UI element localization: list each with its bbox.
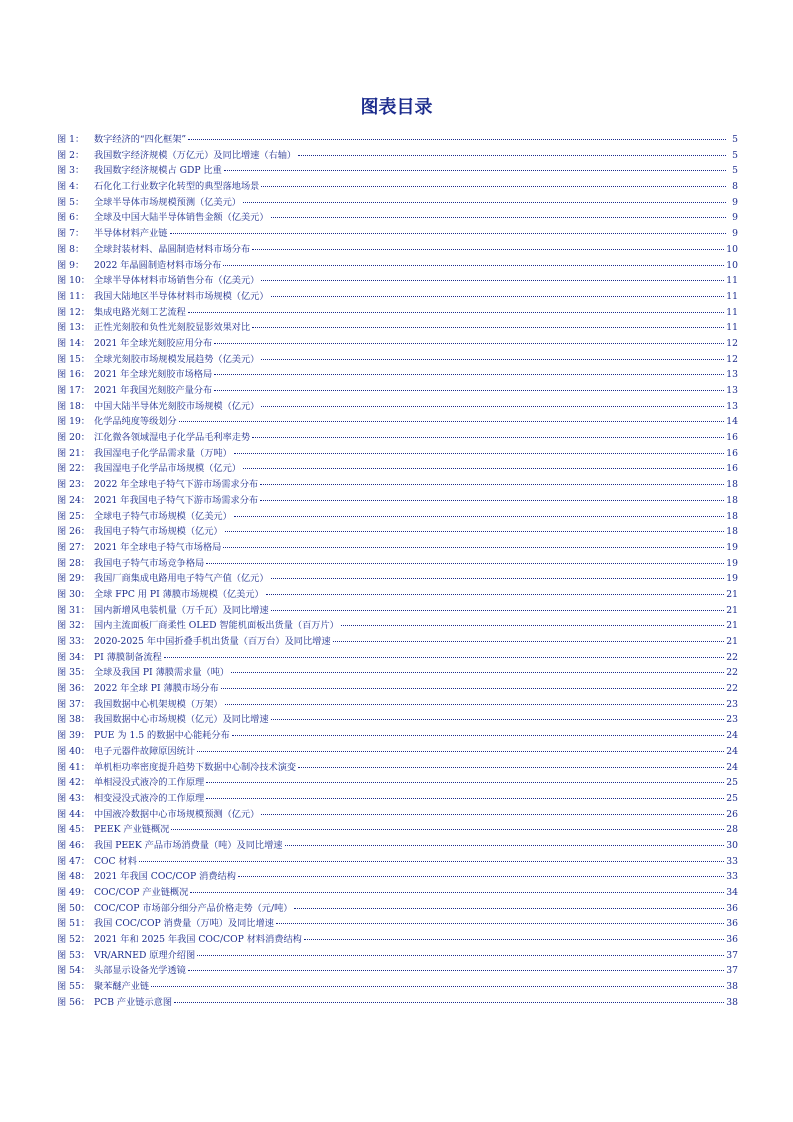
toc-leader-dots	[333, 640, 725, 642]
toc-entry-number: 图 30：	[57, 588, 90, 600]
toc-entry-number: 图 37：	[57, 698, 90, 710]
toc-entry-page: 11	[726, 306, 738, 318]
toc-entry-number: 图 6：	[57, 212, 85, 224]
toc-entry[interactable]	[57, 869, 738, 885]
toc-entry-page: 19	[726, 557, 738, 569]
toc-leader-dots	[214, 389, 724, 391]
toc-entry-page: 26	[726, 808, 738, 820]
toc-entry[interactable]	[57, 650, 738, 666]
toc-entry-number: 图 24：	[57, 494, 90, 506]
toc-entry-page: 36	[726, 934, 738, 946]
toc-entry-page: 25	[726, 792, 738, 804]
toc-leader-dots	[223, 546, 724, 548]
toc-leader-dots	[188, 311, 724, 313]
toc-entry-title[interactable]: 2021 年我国电子特气下游市场需求分布	[94, 494, 259, 506]
toc-leader-dots	[261, 405, 724, 407]
toc-entry[interactable]	[57, 744, 738, 760]
toc-entry[interactable]	[57, 210, 738, 226]
toc-entry-title[interactable]: COC/COP 产业链概况	[94, 887, 189, 898]
page-title: 图表目录	[360, 97, 433, 118]
toc-leader-dots	[298, 154, 726, 156]
toc-entry-number: 图 13：	[57, 322, 90, 334]
toc-entry-page: 21	[726, 620, 738, 632]
toc-entry[interactable]	[57, 618, 738, 634]
toc-entry[interactable]	[57, 414, 738, 430]
toc-entry-number: 图 2：	[57, 149, 85, 161]
toc-entry-title[interactable]: 单相浸没式液冷的工作原理	[94, 777, 205, 789]
toc-entry-page: 9	[732, 196, 738, 208]
toc-entry-page: 38	[726, 996, 738, 1008]
toc-entry-title[interactable]: 石化化工行业数字化转型的典型落地场景	[94, 181, 260, 193]
toc-entry-number: 图 34：	[57, 651, 90, 663]
toc-entry[interactable]	[57, 179, 738, 195]
toc-entry-number: 图 46：	[57, 839, 90, 851]
toc-leader-dots	[243, 201, 726, 203]
toc-entry[interactable]	[57, 760, 738, 776]
toc-entry[interactable]	[57, 242, 738, 258]
toc-entry-title[interactable]: 国内新增风电装机量（万千瓦）及同比增速	[94, 604, 269, 616]
toc-leader-dots	[190, 891, 724, 893]
figure-toc-list	[57, 132, 738, 1011]
toc-entry-page: 13	[726, 400, 738, 412]
toc-entry[interactable]	[57, 901, 738, 917]
toc-entry[interactable]	[57, 838, 738, 854]
toc-entry-page: 10	[726, 243, 738, 255]
toc-entry-number: 图 56：	[57, 996, 90, 1008]
toc-entry-page: 24	[726, 745, 738, 757]
toc-entry[interactable]	[57, 524, 738, 540]
toc-entry-page: 18	[726, 479, 738, 491]
toc-entry-page: 12	[726, 337, 738, 349]
toc-entry-number: 图 44：	[57, 808, 90, 820]
toc-entry[interactable]	[57, 587, 738, 603]
toc-entry[interactable]	[57, 712, 738, 728]
toc-entry-page: 21	[726, 636, 738, 647]
toc-entry-number: 图 33：	[57, 636, 90, 647]
toc-entry-title[interactable]: 全球及我国 PI 薄膜需求量（吨）	[94, 667, 230, 679]
toc-entry-number: 图 5：	[57, 196, 85, 208]
toc-leader-dots	[261, 358, 724, 360]
toc-entry-page: 22	[726, 667, 738, 679]
toc-entry-page: 21	[726, 604, 738, 616]
toc-entry-title[interactable]: 全球封装材料、晶圆制造材料市场分布	[94, 243, 251, 255]
toc-entry-number: 图 42：	[57, 777, 90, 789]
toc-leader-dots	[266, 593, 725, 595]
toc-leader-dots	[285, 844, 725, 846]
toc-entry-title[interactable]: 头部显示设备光学透镜	[94, 965, 186, 977]
toc-leader-dots	[214, 342, 724, 344]
toc-entry-title[interactable]: 全球半导体市场规模预测（亿美元）	[94, 196, 241, 208]
toc-entry-page: 22	[726, 683, 738, 695]
toc-entry-page: 13	[726, 385, 738, 396]
toc-entry-title[interactable]: PI 薄膜制备流程	[94, 651, 162, 663]
toc-entry-number: 图 12：	[57, 306, 90, 318]
toc-leader-dots	[304, 938, 724, 940]
toc-entry-title[interactable]: 2021 年全球光刻胶应用分布	[94, 337, 213, 349]
toc-entry[interactable]	[57, 963, 738, 979]
toc-entry[interactable]	[57, 885, 738, 901]
toc-entry-page: 13	[726, 369, 738, 381]
toc-entry-title[interactable]: 江化微各领域湿电子化学品毛利率走势	[94, 432, 251, 444]
toc-entry[interactable]	[57, 226, 738, 242]
toc-entry-page: 38	[726, 981, 738, 993]
toc-leader-dots	[206, 797, 724, 799]
toc-entry-number: 图 14：	[57, 337, 90, 349]
toc-leader-dots	[252, 436, 724, 438]
toc-entry-title[interactable]: COC/COP 市场部分细分产品价格走势（元/吨）	[94, 902, 293, 914]
toc-leader-dots	[151, 985, 724, 987]
toc-entry[interactable]	[57, 932, 738, 948]
toc-entry-title[interactable]: 我国湿电子化学品市场规模（亿元）	[94, 463, 241, 475]
toc-leader-dots	[271, 577, 725, 579]
toc-entry-title[interactable]: 我国湿电子化学品需求量（万吨）	[94, 447, 232, 459]
toc-entry-title[interactable]: 中国大陆半导体光刻胶市场规模（亿元）	[94, 400, 260, 412]
toc-entry-title[interactable]: 我国 PEEK 产品市场消费量（吨）及同比增速	[94, 839, 283, 851]
toc-entry[interactable]	[57, 258, 738, 274]
toc-entry-page: 16	[726, 447, 738, 459]
toc-entry-number: 图 47：	[57, 855, 90, 867]
toc-entry-number: 图 55：	[57, 981, 90, 993]
toc-entry-title[interactable]: 我国电子特气市场竞争格局	[94, 557, 205, 569]
toc-entry[interactable]	[57, 383, 738, 399]
toc-entry-number: 图 8：	[57, 243, 85, 255]
toc-entry[interactable]	[57, 540, 738, 556]
toc-entry[interactable]	[57, 697, 738, 713]
toc-entry-page: 14	[726, 416, 738, 428]
toc-entry-page: 37	[726, 965, 738, 977]
toc-entry-title[interactable]: 中国液冷数据中心市场规模预测（亿元）	[94, 808, 260, 820]
toc-entry[interactable]	[57, 681, 738, 697]
toc-entry[interactable]	[57, 916, 738, 932]
toc-entry[interactable]	[57, 556, 738, 572]
toc-entry-number: 图 3：	[57, 165, 85, 177]
toc-entry-title[interactable]: 全球及中国大陆半导体销售金额（亿美元）	[94, 212, 269, 224]
toc-entry[interactable]	[57, 367, 738, 383]
toc-entry-number: 图 9：	[57, 259, 85, 271]
toc-leader-dots	[261, 813, 724, 815]
toc-entry-number: 图 48：	[57, 871, 90, 883]
toc-entry-number: 图 4：	[57, 181, 85, 193]
toc-entry-page: 9	[732, 228, 738, 240]
toc-entry-page: 18	[726, 494, 738, 506]
toc-entry[interactable]	[57, 854, 738, 870]
toc-entry[interactable]	[57, 305, 738, 321]
toc-entry-page: 21	[726, 588, 738, 600]
toc-leader-dots	[234, 452, 724, 454]
toc-entry[interactable]	[57, 775, 738, 791]
toc-entry-title[interactable]: 我国数字经济规模占 GDP 比重	[94, 165, 222, 177]
toc-leader-dots	[139, 860, 724, 862]
toc-entry-title[interactable]: 2021 年全球光刻胶市场格局	[94, 369, 213, 381]
toc-leader-dots	[238, 875, 724, 877]
toc-leader-dots	[260, 499, 724, 501]
toc-leader-dots	[188, 138, 726, 140]
toc-entry-number: 图 19：	[57, 416, 90, 428]
toc-entry-page: 9	[732, 212, 738, 224]
toc-entry-title[interactable]: PCB 产业链示意图	[94, 996, 173, 1008]
toc-entry-number: 图 21：	[57, 447, 90, 459]
toc-entry-title[interactable]: 全球光刻胶市场规模发展趋势（亿美元）	[94, 353, 260, 365]
toc-leader-dots	[341, 624, 724, 626]
toc-leader-dots	[164, 656, 724, 658]
toc-leader-dots	[243, 467, 724, 469]
toc-entry-page: 11	[726, 290, 738, 302]
toc-entry[interactable]	[57, 289, 738, 305]
toc-entry-title[interactable]: 2022 年全球 PI 薄膜市场分布	[94, 683, 219, 695]
toc-entry-title[interactable]: 正性光刻胶和负性光刻胶显影效果对比	[94, 322, 251, 334]
toc-leader-dots	[197, 954, 724, 956]
toc-entry-page: 11	[726, 275, 738, 287]
toc-entry-page: 24	[726, 730, 738, 742]
toc-entry-page: 24	[726, 761, 738, 773]
toc-entry-title[interactable]: 全球 FPC 用 PI 薄膜市场规模（亿美元）	[94, 588, 264, 600]
toc-entry[interactable]	[57, 665, 738, 681]
toc-entry[interactable]	[57, 399, 738, 415]
toc-entry-title[interactable]: 我国数字经济规模（万亿元）及同比增速（右轴）	[94, 149, 297, 161]
toc-entry[interactable]	[57, 273, 738, 289]
toc-leader-dots	[179, 420, 725, 422]
toc-leader-dots	[221, 687, 725, 689]
toc-entry-title[interactable]: 2022 年全球电子特气下游市场需求分布	[94, 479, 259, 491]
toc-entry-number: 图 18：	[57, 400, 90, 412]
toc-entry-title[interactable]: 相变浸没式液冷的工作原理	[94, 792, 205, 804]
toc-entry-page: 12	[726, 353, 738, 365]
toc-entry-page: 28	[726, 824, 738, 836]
toc-entry-title[interactable]: 聚苯醚产业链	[94, 981, 150, 993]
toc-entry-page: 5	[732, 165, 738, 177]
toc-entry[interactable]	[57, 430, 738, 446]
toc-entry[interactable]	[57, 446, 738, 462]
toc-leader-dots	[261, 279, 724, 281]
toc-entry-page: 19	[726, 541, 738, 553]
toc-entry-number: 图 35：	[57, 667, 90, 679]
toc-leader-dots	[197, 750, 724, 752]
toc-entry-title[interactable]: 2021 年我国 COC/COP 消费结构	[94, 871, 236, 883]
toc-entry-page: 16	[726, 463, 738, 475]
toc-entry-page: 34	[726, 887, 738, 898]
toc-entry-title[interactable]: 我国电子特气市场规模（亿元）	[94, 526, 223, 538]
toc-leader-dots	[271, 295, 725, 297]
toc-leader-dots	[171, 828, 724, 830]
toc-entry-page: 37	[726, 949, 738, 961]
toc-entry-page: 18	[726, 510, 738, 522]
toc-entry-page: 10	[726, 259, 738, 271]
toc-entry-title[interactable]: 半导体材料产业链	[94, 228, 168, 240]
toc-entry[interactable]	[57, 634, 738, 650]
toc-leader-dots	[214, 373, 724, 375]
toc-entry-title[interactable]: 集成电路光刻工艺流程	[94, 306, 186, 318]
toc-entry[interactable]	[57, 320, 738, 336]
toc-entry[interactable]	[57, 132, 738, 148]
toc-entry-title[interactable]: PUE 为 1.5 的数据中心能耗分布	[94, 730, 230, 742]
toc-entry-page: 25	[726, 777, 738, 789]
toc-entry-page: 11	[726, 322, 738, 334]
toc-entry-number: 图 50：	[57, 902, 90, 914]
toc-entry[interactable]	[57, 791, 738, 807]
toc-entry-title[interactable]: 化学品纯度等级划分	[94, 416, 177, 428]
toc-entry-page: 5	[732, 149, 738, 161]
toc-entry-page: 36	[726, 918, 738, 930]
toc-leader-dots	[232, 734, 725, 736]
toc-entry-number: 图 26：	[57, 526, 90, 538]
toc-leader-dots	[298, 766, 724, 768]
toc-entry-number: 图 23：	[57, 479, 90, 491]
toc-entry-number: 图 22：	[57, 463, 90, 475]
toc-entry-number: 图 1：	[57, 134, 85, 145]
toc-leader-dots	[174, 1001, 724, 1003]
toc-entry[interactable]	[57, 603, 738, 619]
toc-leader-dots	[224, 169, 726, 171]
toc-entry-number: 图 51：	[57, 918, 90, 930]
toc-entry[interactable]	[57, 948, 738, 964]
toc-entry-page: 16	[726, 432, 738, 444]
toc-entry-title[interactable]: 单机柜功率密度提升趋势下数据中心制冷技术演变	[94, 761, 297, 773]
toc-leader-dots	[234, 515, 724, 517]
toc-entry-title[interactable]: COC 材料	[94, 855, 137, 867]
toc-leader-dots	[260, 483, 724, 485]
toc-entry-title[interactable]: 我国数据中心市场规模（亿元）及同比增速	[94, 714, 269, 726]
toc-entry-number: 图 38：	[57, 714, 90, 726]
toc-leader-dots	[271, 718, 725, 720]
toc-leader-dots	[231, 671, 724, 673]
toc-entry-title[interactable]: 我国 COC/COP 消费量（万吨）及同比增速	[94, 918, 274, 930]
toc-leader-dots	[252, 326, 724, 328]
toc-entry[interactable]	[57, 461, 738, 477]
toc-entry[interactable]	[57, 979, 738, 995]
toc-entry[interactable]	[57, 571, 738, 587]
toc-entry-number: 图 31：	[57, 604, 90, 616]
toc-entry-number: 图 40：	[57, 745, 90, 757]
toc-entry[interactable]	[57, 195, 738, 211]
toc-entry[interactable]	[57, 352, 738, 368]
toc-entry-number: 图 36：	[57, 683, 90, 695]
toc-leader-dots	[261, 185, 726, 187]
toc-entry-title[interactable]: 数字经济的“四化框架”	[94, 134, 187, 145]
toc-leader-dots	[188, 969, 724, 971]
toc-entry-number: 图 20：	[57, 432, 90, 444]
toc-entry-title[interactable]: 2020-2025 年中国折叠手机出货量（百万台）及同比增速	[94, 636, 331, 647]
toc-entry-title[interactable]: 我国厂商集成电路用电子特气产值（亿元）	[94, 573, 269, 585]
toc-entry[interactable]	[57, 509, 738, 525]
toc-leader-dots	[225, 530, 725, 532]
toc-leader-dots	[271, 216, 726, 218]
toc-entry-page: 18	[726, 526, 738, 538]
toc-leader-dots	[206, 562, 724, 564]
toc-entry-page: 33	[726, 855, 738, 867]
toc-leader-dots	[271, 609, 725, 611]
toc-leader-dots	[225, 703, 725, 705]
toc-entry-title[interactable]: 我国大陆地区半导体材料市场规模（亿元）	[94, 290, 269, 302]
toc-entry[interactable]	[57, 728, 738, 744]
toc-entry-number: 图 16：	[57, 369, 90, 381]
toc-entry-number: 图 15：	[57, 353, 90, 365]
toc-entry[interactable]	[57, 493, 738, 509]
toc-entry-title[interactable]: 电子元器件故障原因统计	[94, 745, 196, 757]
toc-entry-number: 图 29：	[57, 573, 90, 585]
toc-entry-number: 图 45：	[57, 824, 90, 836]
toc-entry-page: 22	[726, 651, 738, 663]
toc-entry-page: 33	[726, 871, 738, 883]
toc-entry-number: 图 32：	[57, 620, 90, 632]
toc-entry-number: 图 11：	[57, 290, 90, 302]
toc-entry-number: 图 27：	[57, 541, 90, 553]
toc-entry-number: 图 7：	[57, 228, 85, 240]
toc-entry-title[interactable]: 2021 年和 2025 年我国 COC/COP 材料消费结构	[94, 934, 302, 946]
toc-entry-number: 图 25：	[57, 510, 90, 522]
toc-entry-title[interactable]: 2021 年我国光刻胶产量分布	[94, 385, 213, 396]
toc-entry-number: 图 54：	[57, 965, 90, 977]
toc-entry[interactable]	[57, 477, 738, 493]
toc-entry-title[interactable]: 全球半导体材料市场销售分布（亿美元）	[94, 275, 260, 287]
toc-leader-dots	[294, 907, 724, 909]
toc-entry-title[interactable]: 全球电子特气市场规模（亿美元）	[94, 510, 232, 522]
toc-entry-number: 图 17：	[57, 385, 90, 396]
toc-entry-title[interactable]: 我国数据中心机架规模（万架）	[94, 698, 223, 710]
toc-entry[interactable]	[57, 995, 738, 1011]
toc-entry-title[interactable]: 2022 年晶圆制造材料市场分布	[94, 259, 222, 271]
toc-entry[interactable]	[57, 148, 738, 164]
toc-entry-number: 图 39：	[57, 730, 90, 742]
toc-entry[interactable]	[57, 336, 738, 352]
toc-entry-page: 19	[726, 573, 738, 585]
toc-leader-dots	[206, 781, 724, 783]
toc-entry-number: 图 28：	[57, 557, 90, 569]
toc-entry-page: 5	[732, 134, 738, 145]
toc-entry-title[interactable]: PEEK 产业链概况	[94, 824, 170, 836]
toc-leader-dots	[170, 232, 727, 234]
toc-entry-number: 图 10：	[57, 275, 90, 287]
toc-entry-title[interactable]: VR/ARNED 原理介绍图	[94, 949, 196, 961]
toc-leader-dots	[223, 264, 724, 266]
toc-entry-page: 23	[726, 714, 738, 726]
toc-entry-number: 图 49：	[57, 887, 90, 898]
toc-entry-number: 图 43：	[57, 792, 90, 804]
toc-entry[interactable]	[57, 822, 738, 838]
toc-entry-page: 30	[726, 839, 738, 851]
toc-entry-page: 36	[726, 902, 738, 914]
toc-entry-number: 图 52：	[57, 934, 90, 946]
toc-entry-page: 8	[732, 181, 738, 193]
toc-entry[interactable]	[57, 163, 738, 179]
toc-leader-dots	[252, 248, 724, 250]
toc-entry-page: 23	[726, 698, 738, 710]
toc-entry-number: 图 41：	[57, 761, 90, 773]
toc-entry-title[interactable]: 2021 年全球电子特气市场格局	[94, 541, 222, 553]
toc-entry[interactable]	[57, 807, 738, 823]
toc-leader-dots	[276, 922, 724, 924]
toc-entry-number: 图 53：	[57, 949, 90, 961]
toc-entry-title[interactable]: 国内主流面板厂商柔性 OLED 智能机面板出货量（百万片）	[94, 620, 339, 632]
